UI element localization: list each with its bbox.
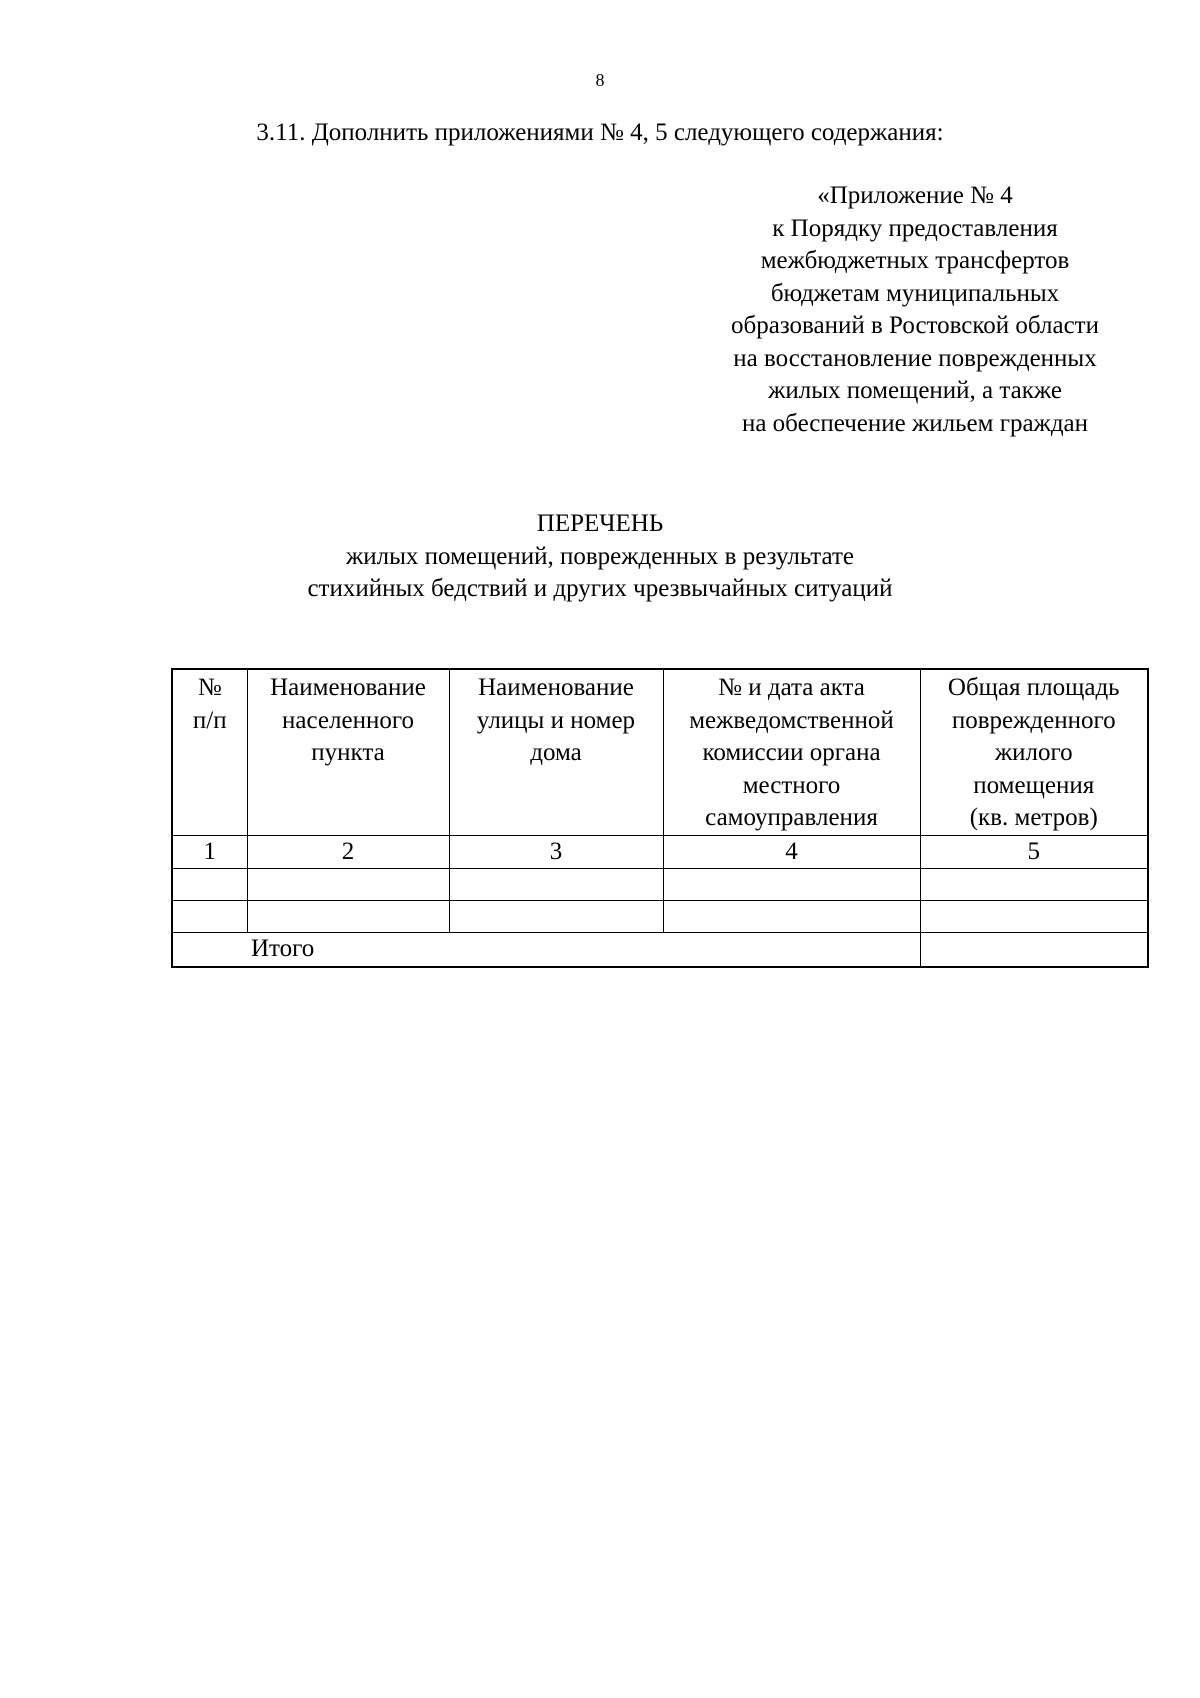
appendix-line: жилых помещений, а также	[768, 377, 1062, 404]
column-number-cell: 3	[449, 835, 663, 869]
list-subtitle-line: стихийных бедствий и других чрезвычайных ситуаций	[307, 575, 893, 602]
total-value-cell	[920, 933, 1148, 967]
empty-cell	[920, 869, 1148, 901]
header-cell-area: Общая площадь поврежденного жилого помещения (кв. метров)	[920, 669, 1148, 835]
appendix-line: на обеспечение жильем граждан	[741, 409, 1089, 437]
appendix-line: на восстановление поврежденных	[733, 344, 1097, 372]
column-number-cell: 5	[920, 835, 1148, 869]
appendix-line: «Приложение № 4	[817, 182, 1013, 209]
empty-cell	[449, 869, 663, 901]
header-cell-act: № и дата акта межведомственной комиссии органа местного самоуправления	[663, 669, 920, 835]
appendix-line: бюджетам муниципальных	[770, 279, 1060, 307]
table-row	[172, 901, 1148, 933]
empty-cell	[663, 869, 920, 901]
appendix-line: к Порядку предоставления	[772, 214, 1058, 242]
column-number-cell: 4	[663, 835, 920, 869]
page-number: 8	[595, 70, 605, 90]
column-number-cell: 1	[172, 835, 247, 869]
header-cell-number: № п/п	[172, 669, 247, 835]
table-row	[172, 869, 1148, 901]
appendix-heading	[690, 180, 1140, 440]
total-label: Итого	[172, 933, 920, 967]
damaged-premises-table	[171, 668, 1149, 968]
empty-cell	[172, 869, 247, 901]
column-number-cell: 2	[247, 835, 449, 869]
column-number-row	[172, 835, 1148, 869]
list-title	[0, 508, 1200, 606]
header-cell-settlement: Наименование населенного пункта	[247, 669, 449, 835]
empty-cell	[449, 901, 663, 933]
total-row	[172, 933, 1148, 967]
empty-cell	[920, 901, 1148, 933]
list-subtitle-line: жилых помещений, поврежденных в результате	[346, 542, 854, 570]
table-header-row	[172, 669, 1148, 835]
empty-cell	[172, 901, 247, 933]
intro-paragraph: 3.11. Дополнить приложениями № 4, 5 следующего содержания:	[256, 119, 944, 146]
list-heading: ПЕРЕЧЕНЬ	[536, 510, 664, 537]
appendix-line: образований в Ростовской области	[731, 312, 1099, 339]
empty-cell	[663, 901, 920, 933]
header-cell-street: Наименование улицы и номер дома	[449, 669, 663, 835]
appendix-line: межбюджетных трансфертов	[760, 247, 1070, 274]
empty-cell	[247, 869, 449, 901]
empty-cell	[247, 901, 449, 933]
